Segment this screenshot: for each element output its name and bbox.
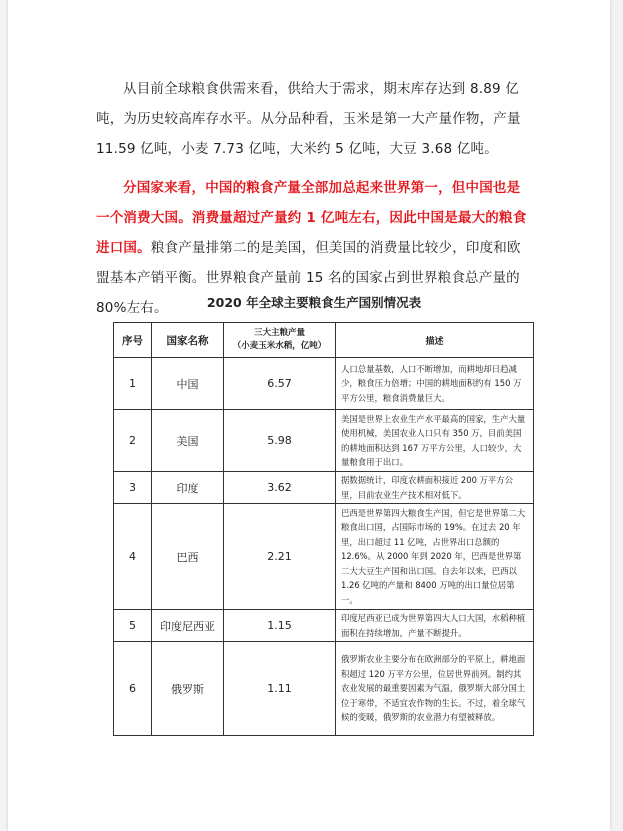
row-country: 俄罗斯 — [152, 642, 224, 736]
table-row — [114, 610, 534, 642]
header-desc: 描述 — [336, 323, 534, 358]
row-desc: 印度尼西亚已成为世界第四大人口大国，水稻种植面积在持续增加，产量不断提升。 — [336, 610, 534, 642]
row-desc: 人口总量基数，人口不断增加，而耕地却日趋减少，粮食压力倍增；中国的耕地面积约有 150 万平方公里，粮食消费量巨大。 — [336, 358, 534, 410]
table-row — [114, 504, 534, 610]
header-output-line2: （小麦玉米水稻，亿吨） — [232, 341, 327, 351]
header-country: 国家名称 — [152, 323, 224, 358]
row-num: 1 — [114, 358, 152, 410]
row-output: 5.98 — [224, 410, 336, 472]
paragraph-supply-demand: 从目前全球粮食供需来看，供给大于需求，期末库存达到 8.89 亿吨，为历史较高库存水平。从分品种看，玉米是第一大产量作物，产量 11.59 亿吨，小麦 7.73 亿吨，大米约 5 亿吨，大豆 3.68 亿吨。 — [96, 81, 521, 157]
table-title: 2020 年全球主要粮食生产国别情况表 — [206, 295, 422, 310]
row-desc: 据数据统计，印度农耕面积接近 200 万平方公里，目前农业生产技术相对低下。 — [336, 472, 534, 504]
table-row — [114, 472, 534, 504]
row-country: 美国 — [152, 410, 224, 472]
row-num: 2 — [114, 410, 152, 472]
header-output-line1: 三大主粮产量 — [253, 328, 305, 338]
row-num: 6 — [114, 642, 152, 736]
table-row — [114, 358, 534, 410]
row-output: 1.11 — [224, 642, 336, 736]
row-output: 6.57 — [224, 358, 336, 410]
document-page — [8, 0, 610, 831]
table-row — [114, 642, 534, 736]
row-country: 中国 — [152, 358, 224, 410]
header-num: 序号 — [114, 323, 152, 358]
paragraph-text: 粮食产量排第二的是美国，但美国的消费量比较少，印度和欧盟基本产销平衡。世界粮食产量前 15 名的国家占到世界粮食总产量的 80%左右。 — [96, 240, 521, 316]
row-country: 印度尼西亚 — [152, 610, 224, 642]
grain-production-table — [113, 322, 534, 736]
row-num: 4 — [114, 504, 152, 610]
row-country: 巴西 — [152, 504, 224, 610]
table-row — [114, 410, 534, 472]
row-desc: 巴西是世界第四大粮食生产国，但它是世界第二大粮食出口国，占国际市场的 19%。在过去 20 年里，出口超过 11 亿吨，占世界出口总额的 12.6%。从 2000 年到 2020 年，巴西是世界第二大大豆生产国和出口国。自去年以来，巴西以 1.26 亿吨的产量和 8400 万吨的出口量位居第一。 — [336, 504, 534, 610]
header-output — [224, 323, 336, 358]
row-desc: 俄罗斯农业主要分布在欧洲部分的平原上，耕地面积超过 120 万平方公里，位居世界前列。制约其农业发展的最重要因素为气温，俄罗斯大部分国土位于寒带，不适宜农作物的生长。不过，着全球气候的变暖，俄罗斯的农业潜力有望被释放。 — [336, 642, 534, 736]
row-desc: 美国是世界上农业生产水平最高的国家，生产大量使用机械，美国农业人口只有 350 万，目前美国的耕地面积达到 167 万平方公里，人口较少，大量粮食用于出口。 — [336, 410, 534, 472]
row-output: 2.21 — [224, 504, 336, 610]
row-num: 3 — [114, 472, 152, 504]
row-output: 1.15 — [224, 610, 336, 642]
row-country: 印度 — [152, 472, 224, 504]
table-header-row — [114, 323, 534, 358]
row-output: 3.62 — [224, 472, 336, 504]
highlighted-text: 分国家来看，中国的粮食产量全部加总起来世界第一，但中国也是一个消费大国。消费量超过产量约 1 亿吨左右，因此中国是最大的粮食进口国。 — [96, 180, 527, 256]
row-num: 5 — [114, 610, 152, 642]
